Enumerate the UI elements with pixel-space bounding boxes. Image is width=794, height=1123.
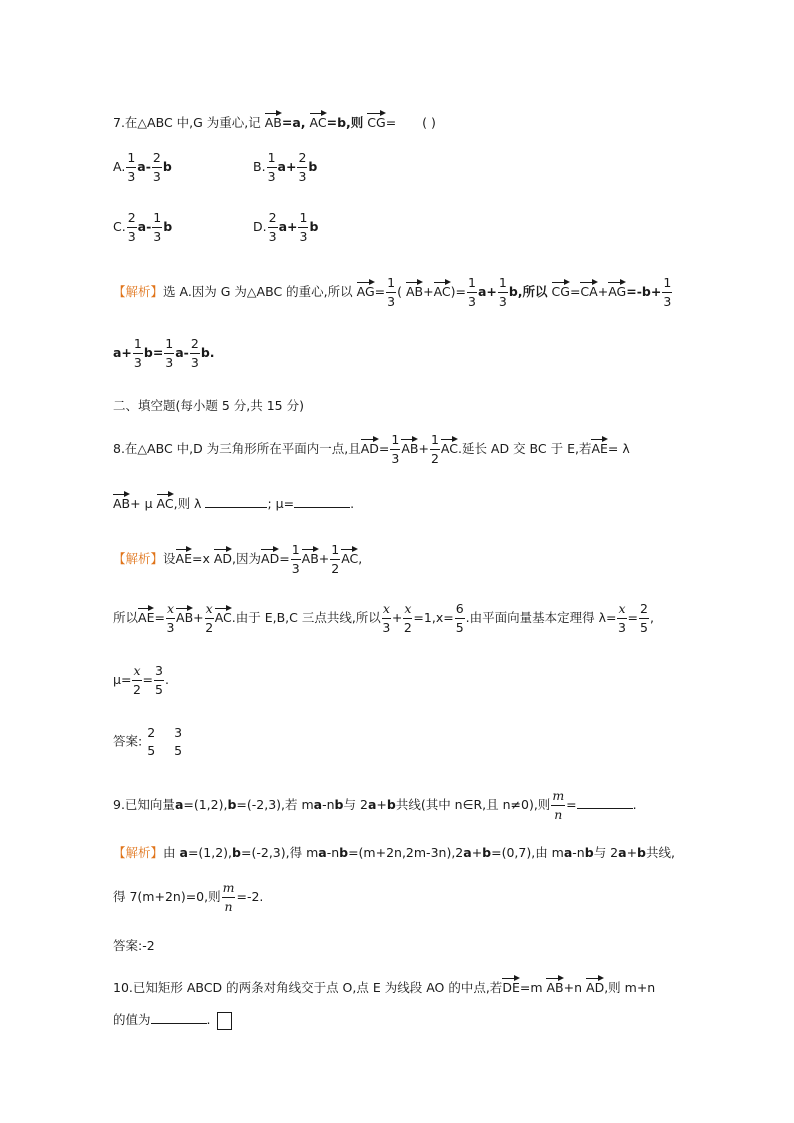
q7-option-c[interactable]: C. $\frac{2}{3}$ a- $\frac{1}{3}$ b	[113, 210, 173, 244]
vector-ab: AB	[265, 110, 282, 130]
fraction: 2 5	[147, 725, 156, 758]
fraction: $\frac{6}{5}$	[455, 601, 464, 635]
analysis-tag: 【解析】	[113, 284, 164, 299]
q7-option-d[interactable]: D. $\frac{2}{3}$ a+ $\frac{1}{3}$ b	[253, 210, 319, 244]
answer-blank[interactable]	[294, 497, 350, 508]
q8-analysis-line3: μ= $\frac{x}{2}$ = $\frac{3}{5}$ .	[113, 663, 169, 697]
fraction: $\frac{2}{3}$	[268, 210, 277, 244]
fraction: 3 5	[174, 725, 183, 758]
fraction: $\frac{1}{3}$	[133, 336, 142, 370]
fraction: $\frac{x}{2}$	[132, 663, 141, 697]
fraction: $\frac{1}{3}$	[165, 336, 174, 370]
fraction: $\frac{x}{2}$	[403, 601, 412, 635]
vector-ac: AC	[310, 110, 327, 130]
q8-analysis-line2: 所以AE= $\frac{x}{3}$ AB+ $\frac{x}{2}$ AC.由于 E,B,C 三点共线,所以 $\frac{x}{3}$ + $\frac{x}{2}$ =1,x= $\frac{6}{5}$ .由平面向量基本定理得 λ= $\frac{x}{3}$ = $\frac{2}{5}$ ,	[113, 601, 654, 635]
fraction: $\frac{1}{3}$	[153, 210, 162, 244]
q8-stem-line1: 8.在△ABC 中,D 为三角形所在平面内一点,且AD= $\frac{1}{3}$ AB+ $\frac{1}{2}$ AC.延长 AD 交 BC 于 E,若AE= λ	[113, 432, 630, 466]
answer-blank[interactable]	[205, 497, 267, 508]
vector-cg: CG	[367, 110, 385, 130]
q9-analysis-line1: 【解析】由 a=(1,2),b=(-2,3),得 ma-nb=(m+2n,2m-3n),2a+b=(0,7),由 ma-nb与 2a+b共线,	[113, 845, 675, 860]
q9-analysis-line2: 得 7(m+2n)=0,则 $\frac{m}{n}$ =-2.	[113, 880, 264, 914]
checkbox-square-icon[interactable]	[217, 1012, 232, 1030]
fraction: $\frac{1}{3}$	[299, 210, 308, 244]
answer-blank[interactable]	[151, 1013, 207, 1024]
analysis-tag: 【解析】	[113, 551, 164, 566]
section-heading: 二、填空题(每小题 5 分,共 15 分)	[113, 398, 304, 413]
fraction: $\frac{x}{3}$	[382, 601, 391, 635]
q7-option-a[interactable]: A. $\frac{1}{3}$ a- $\frac{2}{3}$ b	[113, 150, 172, 184]
q8-analysis-line1: 【解析】设AE=x AD,因为AD= $\frac{1}{3}$ AB+ $\frac{1}{2}$ AC,	[113, 542, 363, 576]
fraction: $\frac{2}{3}$	[298, 150, 307, 184]
fraction: $\frac{1}{2}$	[331, 542, 340, 576]
q9-answer: 答案:-2	[113, 938, 155, 953]
fraction: $\frac{1}{3}$	[498, 275, 507, 309]
fraction: $\frac{1}{3}$	[291, 542, 300, 576]
fraction: $\frac{2}{3}$	[152, 150, 161, 184]
fraction: $\frac{x}{3}$	[166, 601, 175, 635]
q10-stem-line1: 10.已知矩形 ABCD 的两条对角线交于点 O,点 E 为线段 AO 的中点,若DE=m AB+n AD,则 m+n	[113, 975, 655, 996]
q7-option-b[interactable]: B. $\frac{1}{3}$ a+ $\frac{2}{3}$ b	[253, 150, 318, 184]
fraction: $\frac{m}{n}$	[552, 788, 565, 822]
answer-blank[interactable]	[577, 798, 633, 809]
fraction: $\frac{1}{3}$	[391, 432, 400, 466]
fraction: $\frac{x}{2}$	[205, 601, 214, 635]
fraction: $\frac{1}{3}$	[387, 275, 396, 309]
fraction: $\frac{2}{3}$	[190, 336, 199, 370]
q8-answer: 答案: 2 5 3 5	[113, 725, 183, 758]
fraction: $\frac{m}{n}$	[222, 880, 235, 914]
fraction: $\frac{2}{5}$	[640, 601, 648, 635]
fraction: $\frac{1}{3}$	[127, 150, 136, 184]
fraction: $\frac{1}{3}$	[267, 150, 276, 184]
fraction: $\frac{2}{3}$	[127, 210, 136, 244]
analysis-tag: 【解析】	[113, 845, 164, 860]
fraction: $\frac{1}{3}$	[663, 275, 672, 309]
q8-stem-line2: AB+ μ AC,则 λ ; μ= .	[113, 491, 354, 512]
fraction: $\frac{1}{2}$	[430, 432, 439, 466]
q7-analysis-line1: 【解析】选 A.因为 G 为△ABC 的重心,所以 AG= $\frac{1}{3}$ ( AB+AC)= $\frac{1}{3}$ a+ $\frac{1}{3}$ b,所以 CG=CA+AG=-b+ $\frac{1}{3}$	[113, 275, 672, 309]
q7-stem: 7.在△ABC 中,G 为重心,记 AB=a, AC=b,则 CG= ( )	[113, 110, 436, 131]
fraction: $\frac{1}{3}$	[468, 275, 476, 309]
fraction: $\frac{x}{3}$	[618, 601, 626, 635]
fraction: $\frac{3}{5}$	[154, 663, 163, 697]
q10-stem-line2: 的值为 .	[113, 1010, 232, 1030]
q7-analysis-line2: a+ $\frac{1}{3}$ b= $\frac{1}{3}$ a- $\frac{2}{3}$ b.	[113, 336, 215, 370]
q9-stem: 9.已知向量a=(1,2),b=(-2,3),若 ma-nb与 2a+b共线(其中 n∈R,且 n≠0),则 $\frac{m}{n}$ = .	[113, 788, 637, 822]
